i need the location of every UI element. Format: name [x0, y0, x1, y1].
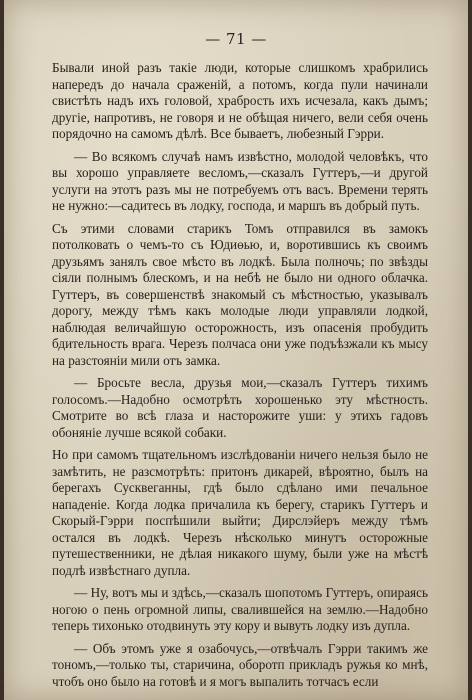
page-body [52, 60, 428, 696]
book-page [4, 0, 468, 700]
paragraph-4: — Бросьте весла, друзья мои,—сказалъ Гуттеръ тихимъ голосомъ.—Надобно осмотрѣть хорошенько эту мѣстность. Смотрите во всѣ глаза и насторожите уши: у этихъ гадовъ обоняніе лучше всякой собаки. [52, 375, 428, 440]
paragraph-3: Съ этими словами старикъ Томъ отправился въ замокъ потолковать о чемъ-то съ Юдиѳью, и, воротившись къ своимъ друзьямъ занялъ свое мѣсто въ лодкѣ. Была полночь; по звѣзды сіяли полнымъ блескомъ, и на небѣ не было ни одного облачка. Гуттеръ, въ совершенствѣ знакомый съ мѣстностью, указывалъ дорогу, между тѣмъ какъ молодые люди управляли лодкой, наблюдая величайшую осторожность, изъ опасенія пробудить бдительность врага. Черезъ полчаса они уже подъѣзжали къ мысу на разстояніи мили отъ замка. [52, 220, 428, 368]
paragraph-2: — Во всякомъ случаѣ намъ извѣстно, молодой человѣкъ, что вы хорошо управляете весломъ,—сказалъ Гуттеръ,—и другой услуги на этотъ разъ мы не потребуемъ отъ васъ. Времени терять не нужно:—садитесь въ лодку, господа, и маршъ въ добрый путь. [52, 148, 428, 213]
paragraph-1: Бывали иной разъ такіе люди, которые слишкомъ храбрились напередъ до начала сраженій, а потомъ, когда пули начинали свистѣть надъ ихъ головой, храбрость ихъ исчезала, какъ дымъ; другіе, напротивъ, не говоря и не обѣщая ничего, вели себя очень порядочно на самомъ дѣлѣ. Все бываетъ, любезный Гэрри. [52, 60, 428, 141]
paragraph-6: — Ну, вотъ мы и здѣсь,—сказалъ шопотомъ Гуттеръ, опираясь ногою о пень огромной липы, свалившейся на землю.—Надобно теперь тихонько отодвинуть эту кору и вывуть лодку изъ дупла. [52, 585, 428, 633]
page-number: — 71 — [205, 30, 267, 48]
paragraph-5: Но при самомъ тщательномъ изслѣдованіи ничего нельзя было не замѣтить, не разсмотрѣть: притонъ дикарей, вѣроятно, былъ на берегахъ Сусквеганны, гдѣ было сдѣлано ими печальное нападеніе. Когда лодка причалила къ берегу, старикъ Гуттеръ и Скорый-Гэрри поспѣшили выйти; Дирслэйеръ между тѣмъ остался въ лодкѣ. Черезъ нѣсколько минутъ осторожные путешественники, не дѣлая никакого шуму, были уже на мѣстѣ подлѣ извѣстнаго дупла. [52, 447, 428, 578]
paragraph-7: — Объ этомъ уже я озабочусь,—отвѣчалъ Гэрри такимъ же тономъ,—только ты, старичина, оборотп прикладъ ружья ко мнѣ, чтобъ оно было на готовѣ и я могъ выпалить тотчасъ если [52, 640, 428, 689]
